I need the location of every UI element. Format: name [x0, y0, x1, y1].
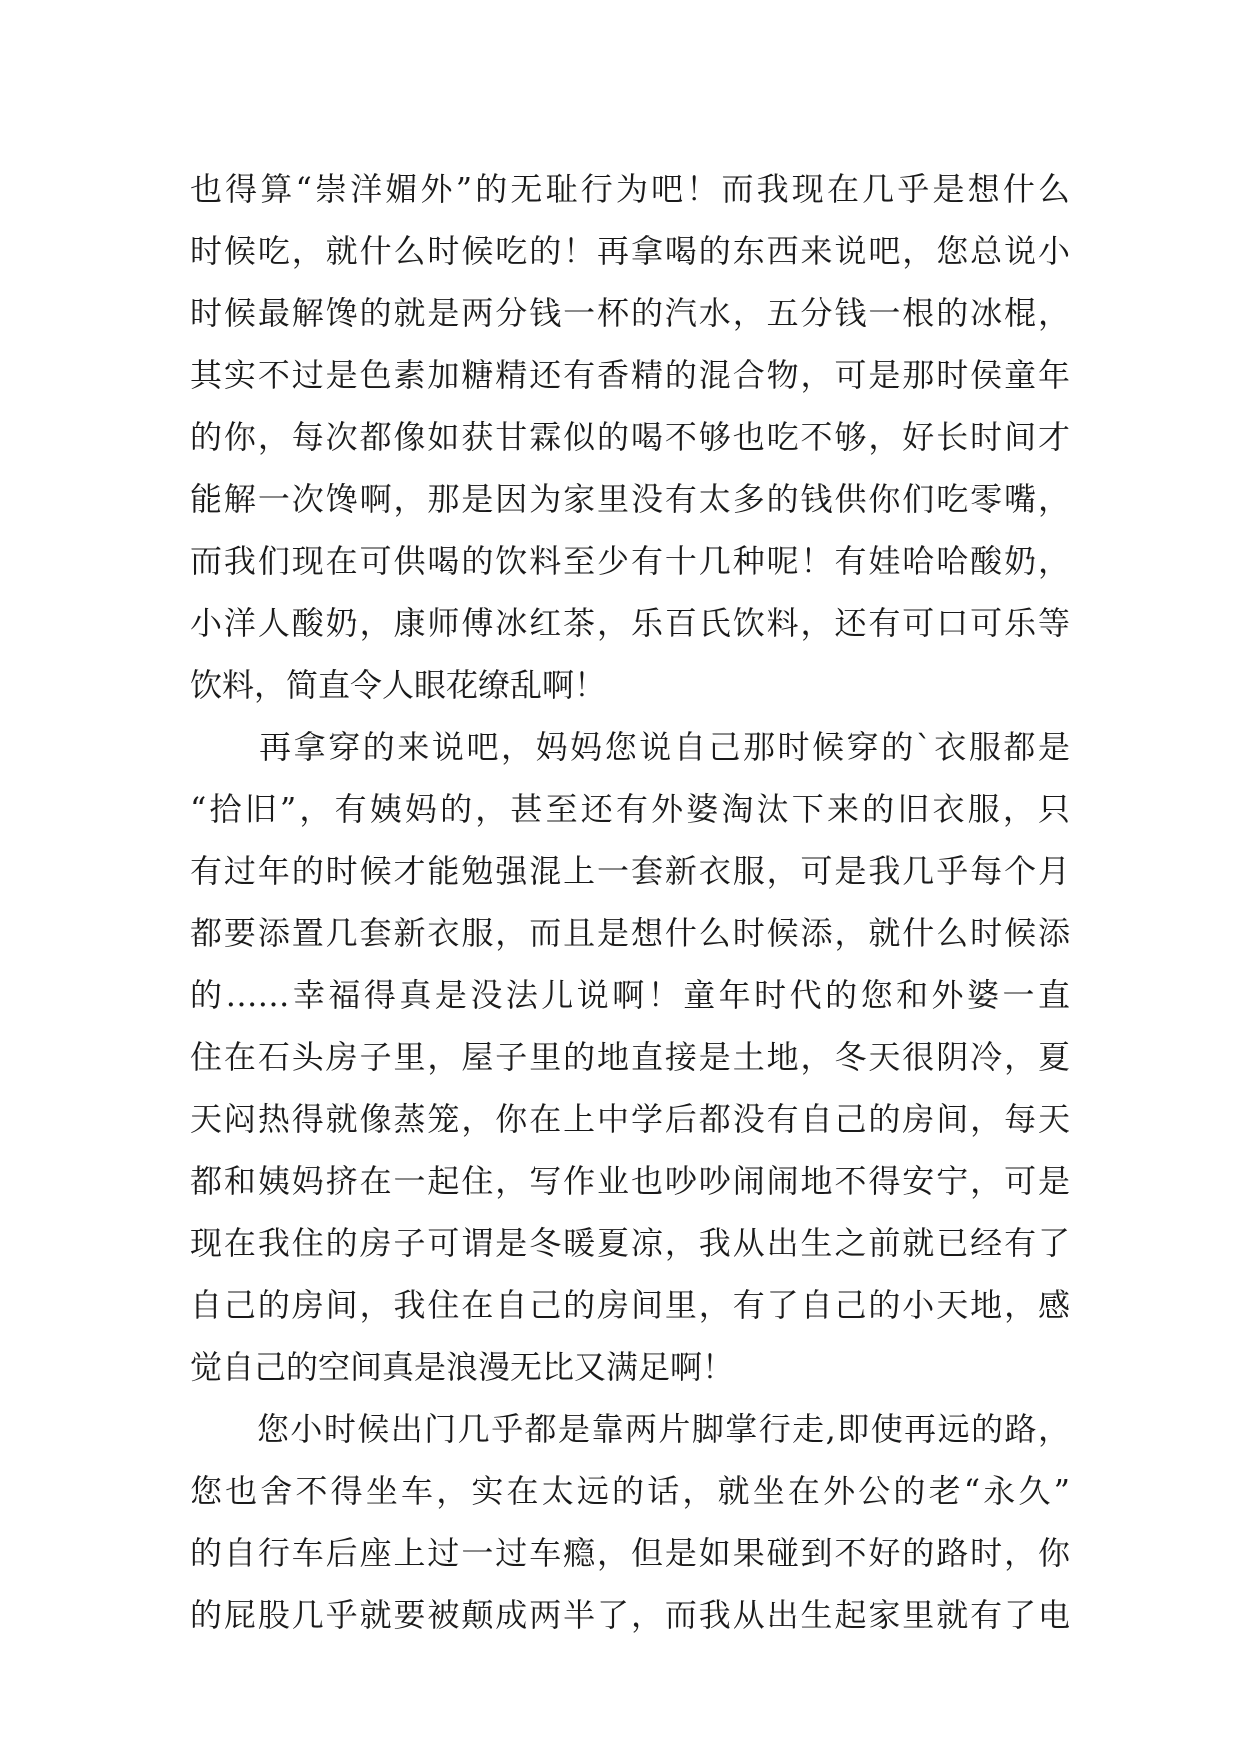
text-line: 小洋人酸奶，康师傅冰红茶，乐百氏饮料，还有可口可乐等 — [190, 604, 1070, 642]
paragraph-start-line: 再拿穿的来说吧，妈妈您说自己那时候穿的`衣服都是 — [190, 728, 1070, 766]
text-line: “拾旧”，有姨妈的，甚至还有外婆淘汰下来的旧衣服，只 — [190, 790, 1070, 828]
text-line: 您也舍不得坐车，实在太远的话，就坐在外公的老“永久” — [190, 1472, 1070, 1510]
text-line: 的……幸福得真是没法儿说啊！童年时代的您和外婆一直 — [190, 976, 1070, 1014]
text-line: 天闷热得就像蒸笼，你在上中学后都没有自己的房间，每天 — [190, 1100, 1070, 1138]
text-line: 自己的房间，我住在自己的房间里，有了自己的小天地，感 — [190, 1286, 1070, 1324]
text-line: 都和姨妈挤在一起住，写作业也吵吵闹闹地不得安宁，可是 — [190, 1162, 1070, 1200]
text-line: 也得算“崇洋媚外”的无耻行为吧！而我现在几乎是想什么 — [190, 170, 1070, 208]
text-line: 而我们现在可供喝的饮料至少有十几种呢！有娃哈哈酸奶， — [190, 542, 1070, 580]
paragraph-start-line: 您小时候出门几乎都是靠两片脚掌行走,即使再远的路， — [190, 1410, 1070, 1448]
text-line: 的屁股几乎就要被颠成两半了，而我从出生起家里就有了电 — [190, 1596, 1070, 1634]
paragraph-end-line: 饮料，简直令人眼花缭乱啊！ — [190, 666, 607, 704]
text-line: 有过年的时候才能勉强混上一套新衣服，可是我几乎每个月 — [190, 852, 1070, 890]
text-line: 时候最解馋的就是两分钱一杯的汽水，五分钱一根的冰棍， — [190, 294, 1070, 332]
text-line: 时候吃，就什么时候吃的！再拿喝的东西来说吧，您总说小 — [190, 232, 1070, 270]
paragraph-end-line: 觉自己的空间真是浪漫无比又满足啊！ — [190, 1348, 735, 1386]
text-line: 的自行车后座上过一过车瘾，但是如果碰到不好的路时，你 — [190, 1534, 1070, 1572]
text-line: 能解一次馋啊，那是因为家里没有太多的钱供你们吃零嘴， — [190, 480, 1070, 518]
text-line: 其实不过是色素加糖精还有香精的混合物，可是那时侯童年 — [190, 356, 1070, 394]
text-line: 现在我住的房子可谓是冬暖夏凉，我从出生之前就已经有了 — [190, 1224, 1070, 1262]
text-line: 都要添置几套新衣服，而且是想什么时候添，就什么时候添 — [190, 914, 1070, 952]
text-line: 住在石头房子里，屋子里的地直接是土地，冬天很阴冷，夏 — [190, 1038, 1070, 1076]
text-line: 的你，每次都像如获甘霖似的喝不够也吃不够，好长时间才 — [190, 418, 1070, 456]
body-text — [190, 158, 1070, 1646]
